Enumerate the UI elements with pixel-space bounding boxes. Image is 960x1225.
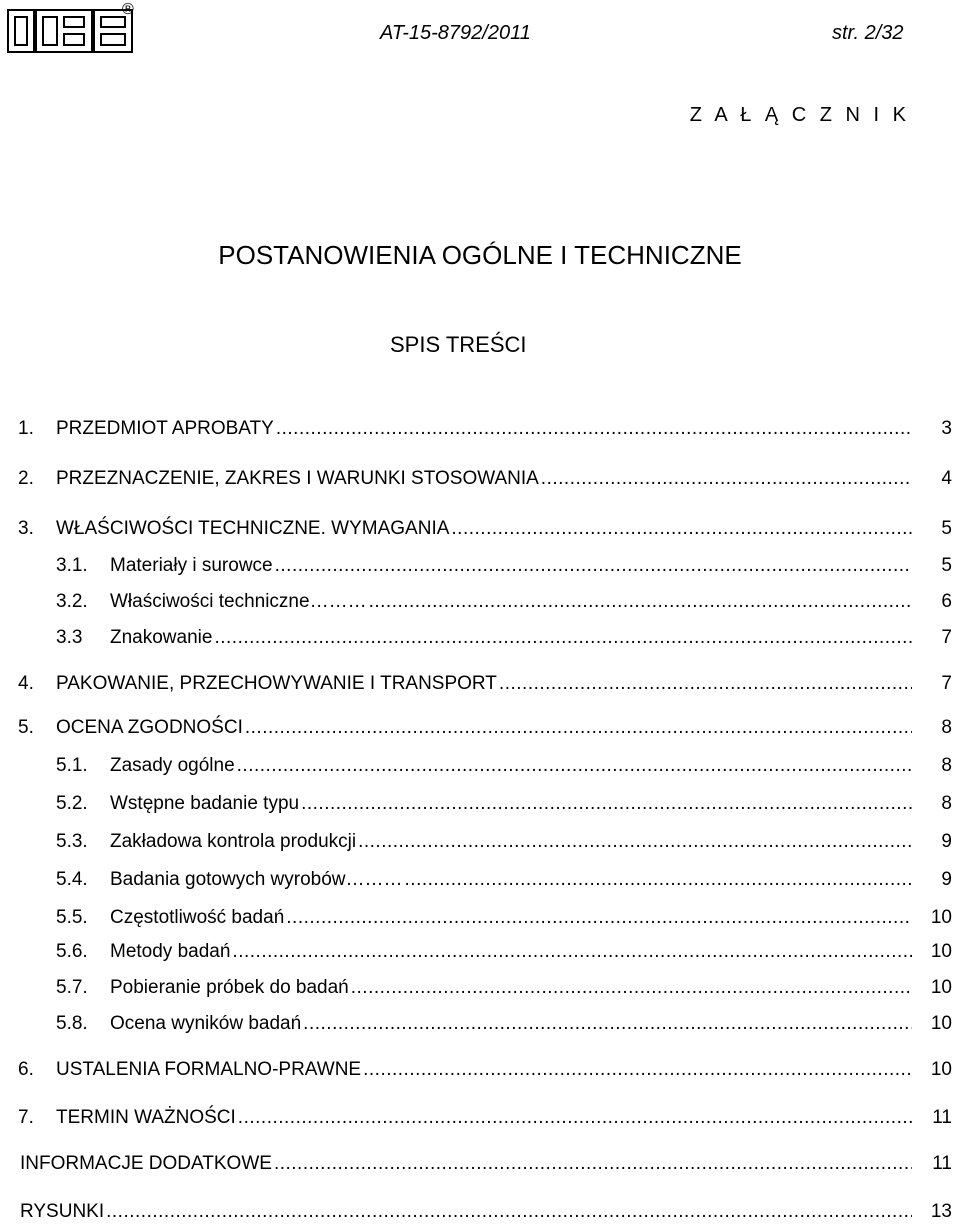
toc-entry-title: WŁAŚCIWOŚCI TECHNICZNE. WYMAGANIA — [56, 518, 450, 539]
toc-entry-page: 8 — [941, 755, 952, 776]
toc-entry — [0, 466, 960, 492]
toc-entry-leader — [56, 715, 912, 741]
toc-entry-title: Ocena wyników badań — [110, 1013, 302, 1034]
toc-entry-leader — [20, 1199, 912, 1225]
toc-entry — [0, 1057, 960, 1083]
toc-entry-page: 10 — [930, 941, 952, 962]
toc-entry — [0, 516, 960, 542]
toc-entry-number: 3. — [18, 518, 34, 539]
toc-entry-number: 7. — [18, 1107, 34, 1128]
toc-entry — [0, 939, 960, 965]
toc-entry-number: 3.3 — [56, 627, 83, 648]
toc-entry-leader — [110, 625, 912, 651]
toc-entry-title: PAKOWANIE, PRZECHOWYWANIE I TRANSPORT — [56, 673, 497, 694]
toc-entry — [0, 753, 960, 779]
toc-entry — [0, 1011, 960, 1037]
toc-entry-title: OCENA ZGODNOŚCI — [56, 717, 243, 738]
toc-entry-leader — [56, 671, 912, 697]
toc-entry-leader — [110, 829, 912, 855]
toc-entry — [0, 1105, 960, 1131]
toc-entry-page: 9 — [941, 831, 952, 852]
page-number: str. 2/32 — [832, 22, 904, 44]
toc-entry — [0, 975, 960, 1001]
toc-entry-title: Badania gotowych wyrobów……… — [110, 869, 403, 890]
toc-entry-leader — [56, 1057, 912, 1083]
toc-entry — [0, 1151, 960, 1177]
toc-entry-page: 8 — [941, 717, 952, 738]
toc-entry-number: 1. — [18, 418, 34, 439]
toc-entry-page: 7 — [941, 673, 952, 694]
toc-entry-number: 5. — [18, 717, 34, 738]
toc-entry-page: 10 — [930, 907, 952, 928]
toc-entry-leader — [20, 1151, 912, 1177]
toc-entry — [0, 829, 960, 855]
annex-label: Z A Ł Ą C Z N I K — [689, 104, 910, 126]
toc-title: SPIS TREŚCI — [390, 332, 527, 357]
toc-entry-page: 4 — [941, 468, 952, 489]
toc-entry-number: 5.6. — [56, 941, 88, 962]
toc-entry — [0, 589, 960, 615]
toc-entry-title: Zakładowa kontrola produkcji — [110, 831, 357, 852]
toc-entry-title: Metody badań — [110, 941, 231, 962]
toc-entry-title: Właściwości techniczne……… — [110, 591, 367, 612]
toc-entry-leader — [110, 905, 912, 931]
toc-entry-leader — [110, 589, 912, 615]
toc-entry-number: 6. — [18, 1059, 34, 1080]
toc-entry — [0, 867, 960, 893]
document-number: AT-15-8792/2011 — [380, 22, 531, 44]
toc-entry-page: 5 — [941, 555, 952, 576]
toc-entry-leader — [110, 939, 912, 965]
toc-entry-page: 9 — [941, 869, 952, 890]
toc-entry-page: 11 — [932, 1107, 952, 1128]
toc-entry-number: 4. — [18, 673, 34, 694]
toc-entry-page: 10 — [930, 1059, 952, 1080]
toc-entry-page: 3 — [941, 418, 952, 439]
toc-entry-title: INFORMACJE DODATKOWE — [20, 1153, 272, 1174]
toc-entry-number: 5.7. — [56, 977, 88, 998]
toc-entry-leader — [56, 516, 912, 542]
toc-entry-title: Materiały i surowce — [110, 555, 273, 576]
toc-entry-leader — [110, 975, 912, 1001]
toc-entry-number: 2. — [18, 468, 34, 489]
toc-entry-title: USTALENIA FORMALNO-PRAWNE — [56, 1059, 362, 1080]
toc-entry-number: 3.1. — [56, 555, 88, 576]
toc-entry-page: 10 — [930, 1013, 952, 1034]
toc-entry-title: RYSUNKI — [20, 1201, 105, 1222]
toc-entry-page: 11 — [932, 1153, 952, 1174]
toc-entry-title: TERMIN WAŻNOŚCI — [56, 1107, 236, 1128]
toc-entry-leader — [110, 791, 912, 817]
toc-entry — [0, 715, 960, 741]
toc-entry — [0, 905, 960, 931]
toc-entry — [0, 416, 960, 442]
toc-entry-page: 10 — [930, 977, 952, 998]
itb-logo — [6, 6, 136, 56]
toc-entry-number: 5.8. — [56, 1013, 88, 1034]
toc-entry-title: Pobieranie próbek do badań — [110, 977, 349, 998]
toc-entry-title: Częstotliwość badań — [110, 907, 285, 928]
toc-entry-title: Wstępne badanie typu — [110, 793, 300, 814]
main-title: POSTANOWIENIA OGÓLNE I TECHNICZNE — [218, 240, 742, 270]
toc-entry-number: 3.2. — [56, 591, 88, 612]
toc-entry-leader — [56, 1105, 912, 1131]
registered-mark: ® — [122, 1, 134, 18]
toc-entry-title: Zasady ogólne — [110, 755, 235, 776]
toc-entry-page: 7 — [941, 627, 952, 648]
toc-entry-leader — [110, 1011, 912, 1037]
toc-entry-leader — [110, 553, 912, 579]
toc-entry — [0, 791, 960, 817]
toc-entry-number: 5.1. — [56, 755, 88, 776]
toc-entry-page: 6 — [941, 591, 952, 612]
toc-entry-number: 5.3. — [56, 831, 88, 852]
toc-entry-number: 5.5. — [56, 907, 88, 928]
toc-entry-number: 5.2. — [56, 793, 88, 814]
toc-entry-leader — [110, 867, 912, 893]
toc-entry-title: PRZEDMIOT APROBATY — [56, 418, 274, 439]
toc-entry — [0, 625, 960, 651]
toc-entry-title: PRZEZNACZENIE, ZAKRES I WARUNKI STOSOWANIA — [56, 468, 539, 489]
toc-entry-page: 13 — [930, 1201, 952, 1222]
toc-entry-number: 5.4. — [56, 869, 88, 890]
toc-entry-page: 8 — [941, 793, 952, 814]
toc-entry-leader — [56, 416, 912, 442]
toc-entry-leader — [110, 753, 912, 779]
toc-entry — [0, 671, 960, 697]
toc-entry — [0, 1199, 960, 1225]
toc-entry — [0, 553, 960, 579]
toc-entry-page: 5 — [941, 518, 952, 539]
toc-entry-title: Znakowanie — [110, 627, 213, 648]
toc-entry-leader — [56, 466, 912, 492]
